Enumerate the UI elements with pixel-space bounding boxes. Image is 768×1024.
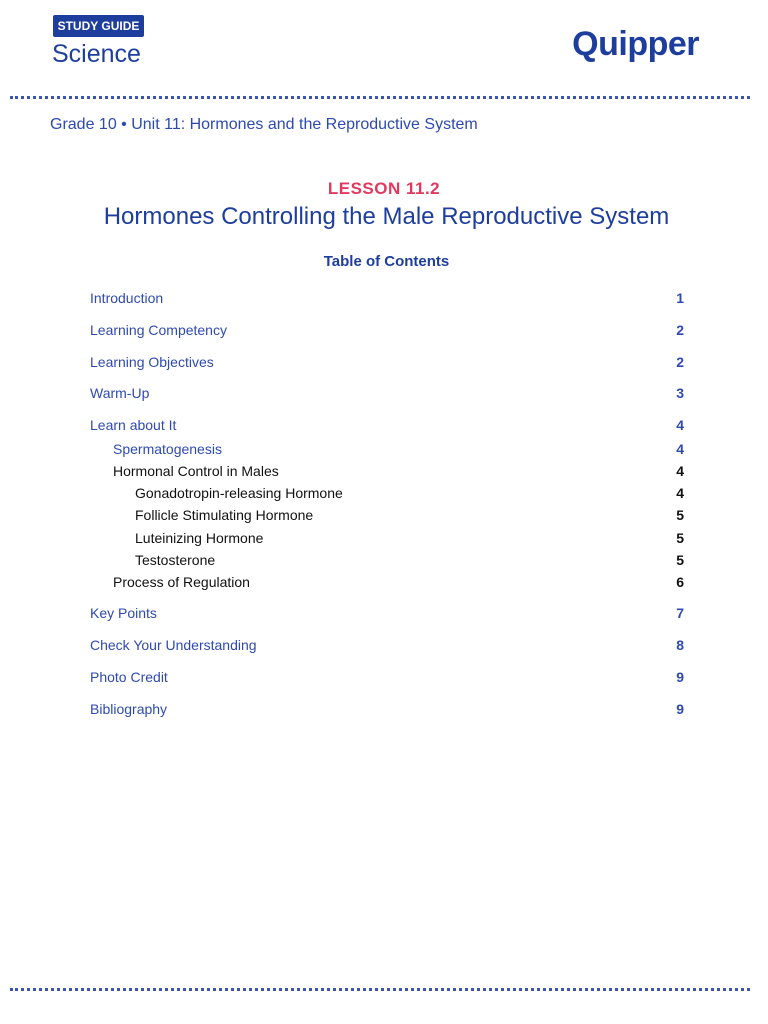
toc-item-label: Follicle Stimulating Hormone <box>135 507 314 523</box>
lesson-number: LESSON 11.2 <box>327 179 441 198</box>
toc-item-page: 6 <box>676 574 684 590</box>
toc-item-label: Spermatogenesis <box>113 441 222 457</box>
toc-item-warm-up[interactable] <box>90 383 684 403</box>
toc-item-label: Process of Regulation <box>113 574 250 590</box>
toc-item-learning-objectives[interactable] <box>90 352 684 372</box>
toc-heading: Table of Contents <box>323 253 450 270</box>
toc-item-page: 4 <box>676 485 684 501</box>
toc-item-page: 5 <box>676 507 684 523</box>
toc-item-label: Learn about It <box>90 417 177 433</box>
toc-item-label: Introduction <box>90 290 164 306</box>
toc-item-testosterone[interactable] <box>135 550 684 570</box>
toc-item-page: 2 <box>676 354 684 370</box>
subject-title: Science <box>52 40 141 68</box>
toc-item-page: 9 <box>676 669 684 685</box>
toc-item-page: 1 <box>676 290 684 306</box>
toc-item-gnrh[interactable] <box>135 483 684 503</box>
toc-item-label: Hormonal Control in Males <box>113 463 279 479</box>
toc-item-label: Photo Credit <box>90 669 168 685</box>
toc-item-label: Bibliography <box>90 701 168 717</box>
toc-item-fsh[interactable] <box>135 505 684 525</box>
toc-item-spermatogenesis[interactable] <box>113 439 684 459</box>
toc-item-introduction[interactable] <box>90 288 684 308</box>
toc-item-page: 3 <box>676 385 684 401</box>
toc-item-learning-competency[interactable] <box>90 320 684 340</box>
toc-item-label: Warm-Up <box>90 385 150 401</box>
breadcrumb: Grade 10 • Unit 11: Hormones and the Reproductive System <box>50 116 478 133</box>
toc-item-lh[interactable] <box>135 528 684 548</box>
toc-item-label: Check Your Understanding <box>90 637 257 653</box>
toc-item-check-your-understanding[interactable] <box>90 635 684 655</box>
toc-item-label: Gonadotropin-releasing Hormone <box>135 485 343 501</box>
toc-item-bibliography[interactable] <box>90 699 684 719</box>
toc-item-learn-about-it[interactable] <box>90 415 684 435</box>
toc-item-page: 5 <box>676 530 684 546</box>
toc-item-label: Learning Objectives <box>90 354 214 370</box>
toc-item-process-of-regulation[interactable] <box>113 572 684 592</box>
toc-item-key-points[interactable] <box>90 603 684 623</box>
toc-item-page: 7 <box>676 605 684 621</box>
toc-item-page: 5 <box>676 552 684 568</box>
toc-item-label: Testosterone <box>135 552 216 568</box>
toc-item-page: 4 <box>676 417 684 433</box>
toc-item-label: Learning Competency <box>90 322 227 338</box>
toc-item-label: Luteinizing Hormone <box>135 530 264 546</box>
toc-item-hormonal-control[interactable] <box>113 461 684 481</box>
toc-item-label: Key Points <box>90 605 157 621</box>
toc-item-page: 4 <box>676 463 684 479</box>
toc-item-photo-credit[interactable] <box>90 667 684 687</box>
toc-item-page: 9 <box>676 701 684 717</box>
toc-item-page: 8 <box>676 637 684 653</box>
study-guide-badge: STUDY GUIDE <box>53 15 144 37</box>
lesson-title: Hormones Controlling the Male Reproductive System <box>103 203 670 230</box>
toc-item-page: 4 <box>676 441 684 457</box>
bottom-dotted-divider <box>10 988 750 991</box>
toc-item-page: 2 <box>676 322 684 338</box>
quipper-logo: Quipper <box>572 25 699 63</box>
